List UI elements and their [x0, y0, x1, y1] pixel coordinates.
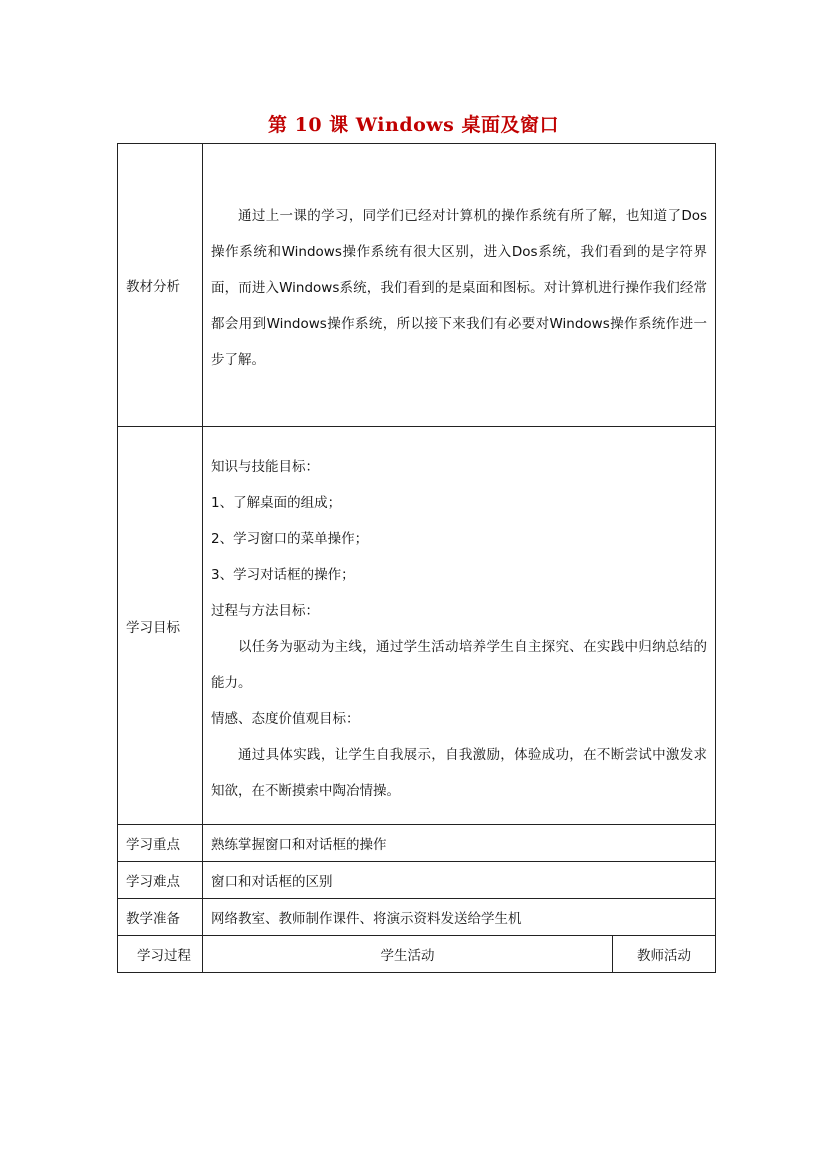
preparation-text: 网络教室、教师制作课件、将演示资料发送给学生机 [203, 899, 716, 936]
goal-item-1: 1、了解桌面的组成； [211, 494, 342, 511]
process-text: 以任务为驱动为主线，通过学生活动培养学生自主探究、在实践中归纳总结的能力。 [211, 638, 708, 691]
goals-label: 学习目标 [118, 427, 203, 825]
analysis-label: 教材分析 [118, 144, 203, 427]
difficulty-label: 学习难点 [118, 862, 203, 899]
analysis-text: 通过上一课的学习，同学们已经对计算机的操作系统有所了解，也知道了Dos操作系统和Windows操作系统有很大区别，进入Dos系统，我们看到的是字符界面，而进入Windows系统，我们看到的是桌面和图标。对计算机进行操作我们经常都会用到Windows操作系统，所以接下来我们有必要对Windows操作系统作进一步了解。 [211, 208, 708, 368]
knowledge-heading: 知识与技能目标： [211, 458, 319, 475]
goals-cell [203, 427, 716, 825]
preparation-label: 教学准备 [118, 899, 203, 936]
difficulty-row [118, 862, 716, 899]
goal-item-2: 2、学习窗口的菜单操作； [211, 530, 369, 547]
key-point-row [118, 825, 716, 862]
key-point-label: 学习重点 [118, 825, 203, 862]
process-label: 学习过程 [118, 936, 203, 973]
analysis-row [118, 144, 716, 427]
process-heading: 过程与方法目标： [211, 602, 319, 619]
analysis-cell [203, 144, 716, 427]
student-activity-header: 学生活动 [203, 936, 613, 973]
key-point-text: 熟练掌握窗口和对话框的操作 [203, 825, 716, 862]
difficulty-text: 窗口和对话框的区别 [203, 862, 716, 899]
preparation-row [118, 899, 716, 936]
teacher-activity-header: 教师活动 [613, 936, 716, 973]
emotion-text: 通过具体实践，让学生自我展示，自我激励，体验成功，在不断尝试中激发求知欲，在不断摸索中陶冶情操。 [211, 746, 708, 799]
page-title: 第 10 课 Windows 桌面及窗口 [268, 114, 559, 136]
emotion-heading: 情感、态度价值观目标： [211, 710, 360, 727]
process-row [118, 936, 716, 973]
goals-row [118, 427, 716, 825]
goal-item-3: 3、学习对话框的操作； [211, 566, 355, 583]
lesson-plan-table [117, 143, 716, 973]
